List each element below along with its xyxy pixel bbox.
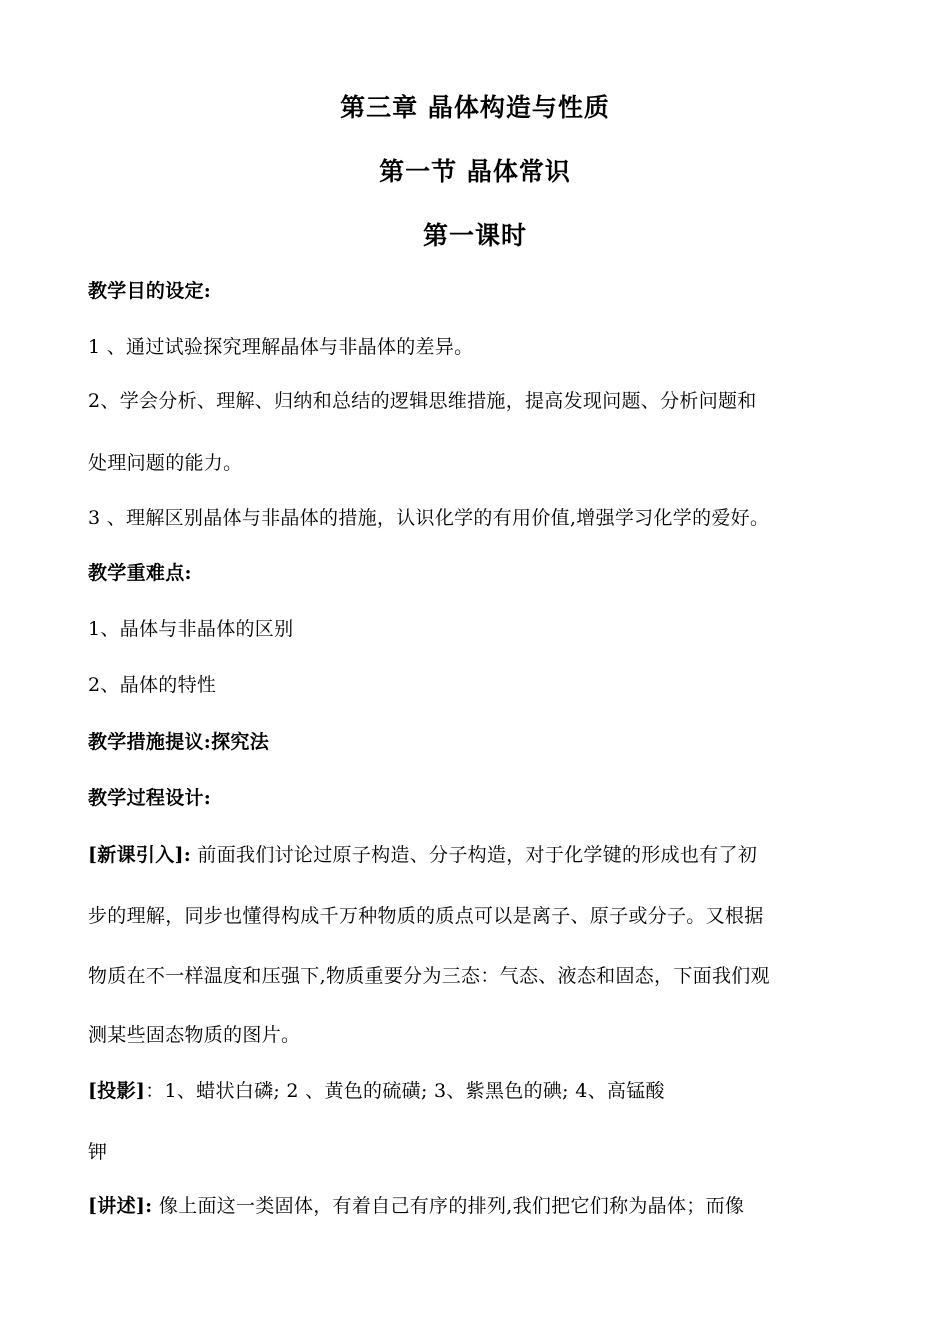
intro-text-1: 前面我们讨论过原子构造、分子构造，对于化学键的形成也有了初	[191, 844, 758, 866]
chapter-title: 第三章 晶体构造与性质	[340, 93, 610, 122]
intro-paragraph-line-1	[88, 842, 878, 868]
lesson-title: 第一课时	[422, 221, 527, 250]
narration-tag: [讲述]:	[88, 1195, 153, 1217]
section-title: 第一节 晶体常识	[379, 157, 571, 186]
process-heading: 教学过程设计:	[88, 787, 212, 809]
objective-item-3: 3 、理解区别晶体与非晶体的措施，认识化学的有用价值,增强学习化学的爱好。	[88, 507, 770, 529]
projection-tag: [投影]	[88, 1080, 146, 1102]
objective-item-1: 1 、通过试验探究理解晶体与非晶体的差异。	[88, 336, 474, 358]
key-point-item-2: 2、晶体的特性	[88, 674, 217, 696]
intro-paragraph-line-3: 物质在不一样温度和压强下,物质重要分为三态：气态、液态和固态，下面我们观	[88, 965, 770, 987]
projection-line-1	[88, 1078, 878, 1104]
projection-text-1: ：1、蜡状白磷; 2 、黄色的硫磺; 3、紫黑色的碘; 4、高锰酸	[145, 1080, 665, 1102]
projection-line-2: 钾	[88, 1141, 108, 1163]
method-line: 教学措施提议:探究法	[88, 731, 270, 753]
intro-tag: [新课引入]:	[88, 844, 192, 866]
key-points-heading: 教学重难点:	[88, 562, 192, 584]
intro-paragraph-line-4: 测某些固态物质的图片。	[88, 1024, 301, 1046]
objective-item-2-line-2: 处理问题的能力。	[88, 452, 243, 474]
objective-item-2-line-1: 2、学会分析、理解、归纳和总结的逻辑思维措施，提高发现问题、分析问题和	[88, 390, 757, 412]
narration-text-1: 像上面这一类固体，有着自己有序的排列,我们把它们称为晶体；而像	[152, 1195, 745, 1217]
key-point-item-1: 1、晶体与非晶体的区别	[88, 618, 294, 640]
intro-paragraph-line-2: 步的理解，同步也懂得构成千万种物质的质点可以是离子、原子或分子。又根据	[88, 905, 764, 927]
narration-line-1	[88, 1193, 878, 1219]
objectives-heading: 教学目的设定:	[88, 280, 212, 302]
